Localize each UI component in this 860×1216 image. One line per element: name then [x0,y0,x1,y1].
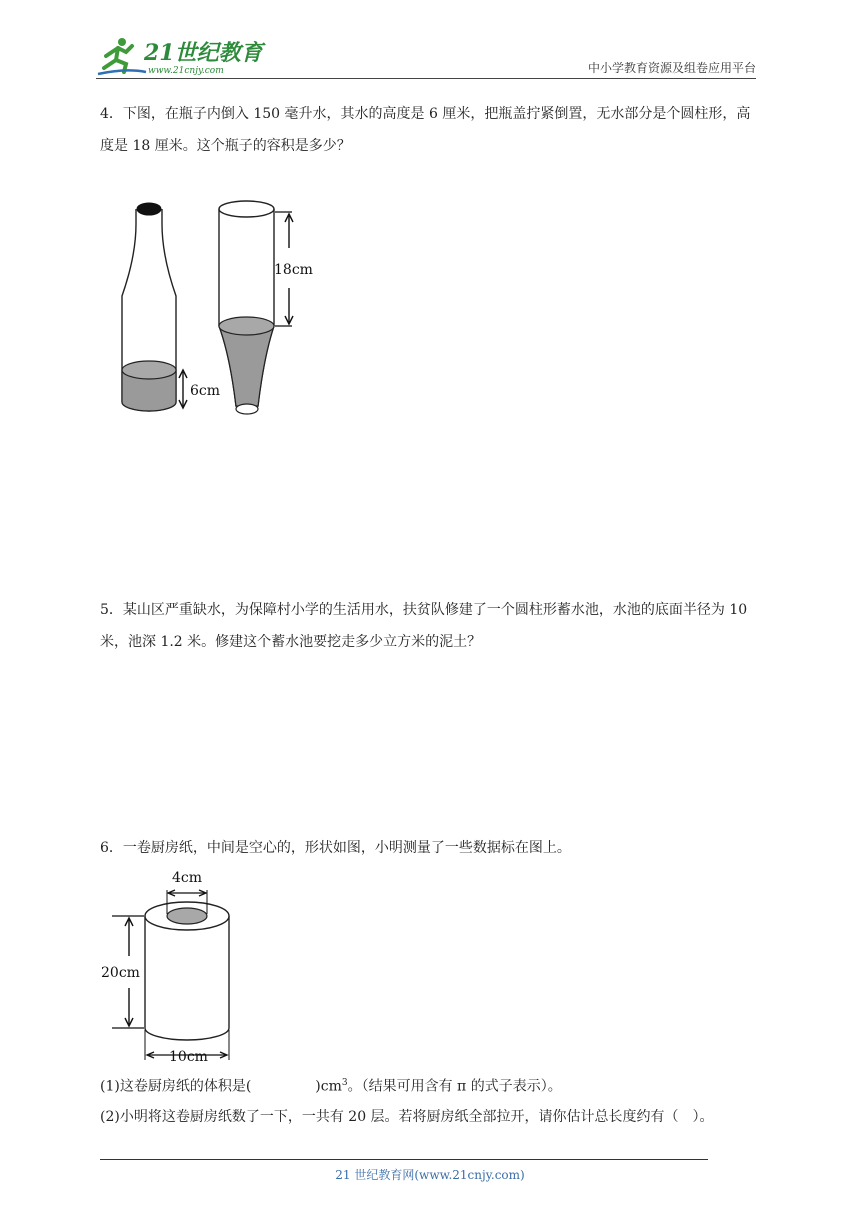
question-5-text: 5．某山区严重缺水，为保障村小学的生活用水，扶贫队修建了一个圆柱形蓄水池，水池的底面半径为 10 米，池深 1.2 米。修建这个蓄水池要挖走多少立方米的泥土？ [100,602,748,650]
label-18cm: 18cm [274,262,313,278]
part-1-unit: )cm [315,1078,342,1095]
paper-roll [145,902,229,1040]
question-6-part-1 [100,1073,770,1097]
upright-bottle [122,203,176,411]
part-1-prefix: (1)这卷厨房纸的体积是( [100,1078,252,1095]
site-logo [96,34,266,78]
header-divider [96,78,756,79]
part-1-unit-exponent: 3 [341,1078,348,1088]
paper-roll-figure [98,864,248,1066]
label-10cm: 10cm [169,1049,208,1065]
runner-logo-icon [98,38,146,74]
logo-url: www.21cnjy.com [148,66,224,76]
question-4-text: 4．下图，在瓶子内倒入 150 毫升水，其水的高度是 6 厘米，把瓶盖拧紧倒置，无水部分是个圆柱形，高度是 18 厘米。这个瓶子的容积是多少？ [100,106,751,154]
height-6cm-arrow [179,370,187,408]
footer-link[interactable]: 21 世纪教育网(www.21cnjy.com) [335,1168,525,1182]
inverted-bottle [219,201,274,414]
label-20cm: 20cm [101,965,140,981]
label-4cm: 4cm [172,870,203,886]
question-6-text: 6．一卷厨房纸，中间是空心的，形状如图，小明测量了一些数据标在图上。 [100,840,571,856]
bottle-figure [112,196,322,426]
logo-text: 21世纪教育 [144,40,263,66]
question-6-part-2: (2)小明将这卷厨房纸数了一下，一共有 20 层。若将厨房纸全部拉开，请你估计总长度约有（ ）。 [100,1109,714,1125]
part-1-suffix: 。（结果可用含有 π 的式子表示）。 [347,1078,562,1095]
header-platform-text: 中小学教育资源及组卷应用平台 [587,61,756,75]
footer-divider [100,1159,708,1160]
label-6cm: 6cm [190,383,221,399]
